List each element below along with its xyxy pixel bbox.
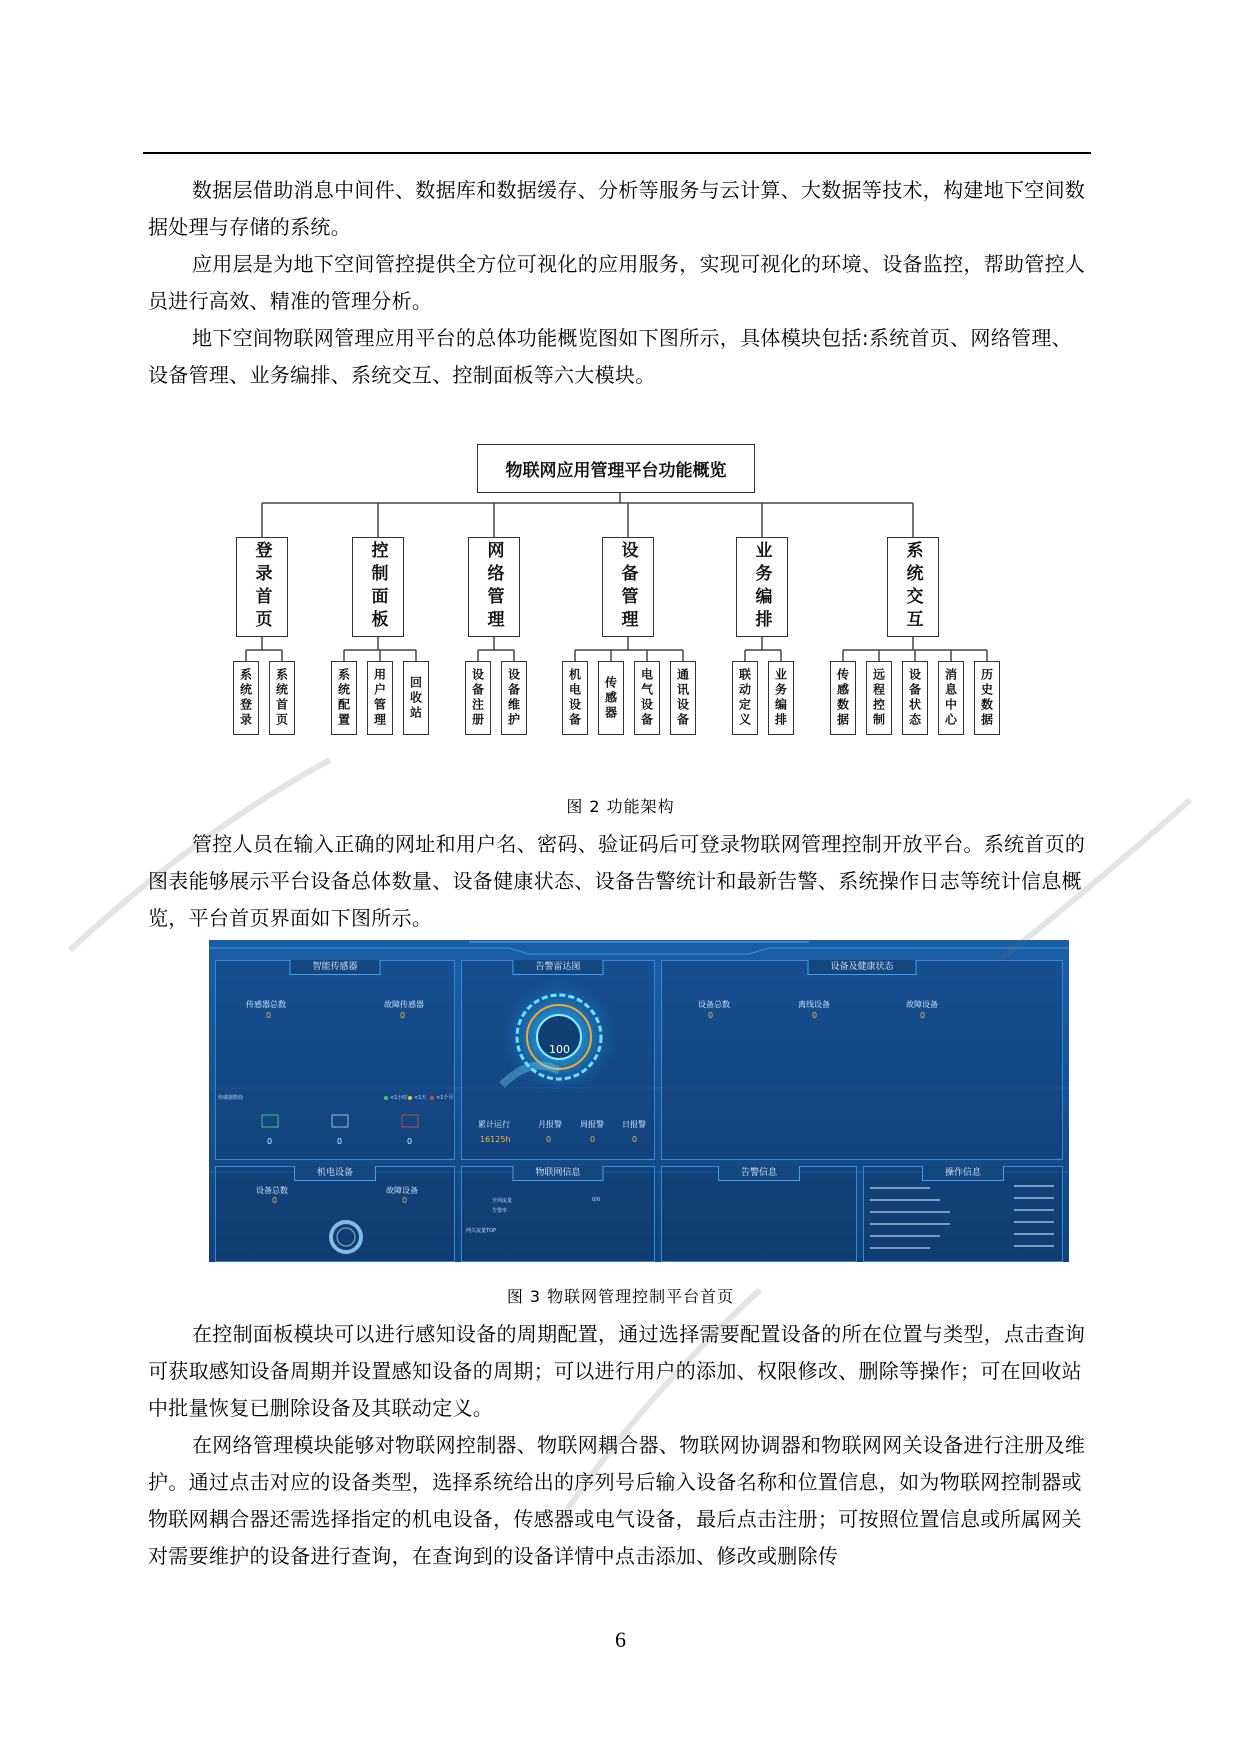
leaf-device-status: 设备状态 xyxy=(902,661,928,735)
figure-3-caption: 图 3 物联网管理控制平台首页 xyxy=(506,1287,735,1306)
module-system-interaction: 系统交互 xyxy=(887,537,939,637)
leaf-user-management: 用户管理 xyxy=(367,661,393,735)
function-architecture-diagram xyxy=(0,0,1241,760)
leaf-electrical: 电气设备 xyxy=(634,661,660,735)
diagram-connectors xyxy=(0,0,1241,760)
leaf-remote-control: 远程控制 xyxy=(866,661,892,735)
stat-day-label: 日报警 xyxy=(622,1120,646,1129)
paragraph-platform-overview: 地下空间物联网管理应用平台的总体功能概览图如下图所示，具体模块包括:系统首页、网络管理、设备管理、业务编排、系统交互、控制面板等六大模块。 xyxy=(148,326,1072,387)
mech-device-panel xyxy=(215,1166,455,1262)
stat-week-label: 周报警 xyxy=(580,1120,604,1129)
sensor-panel xyxy=(215,960,455,1160)
sensor-fault-label: 故障传感器 xyxy=(384,1000,424,1009)
leaf-sensor: 传感器 xyxy=(598,661,624,735)
sensor-total-label: 传感器总数 xyxy=(246,1000,286,1009)
device-total-value: 0 xyxy=(708,1011,714,1020)
stat-month-value: 0 xyxy=(546,1135,552,1144)
leaf-linkage-definition: 联动定义 xyxy=(732,661,758,735)
stat-runtime-label: 累计运行 xyxy=(478,1120,510,1129)
leaf-system-config: 系统配置 xyxy=(331,661,357,735)
sensor-panel-title: 智能传感器 xyxy=(289,960,380,975)
module-control-panel: 控制面板 xyxy=(352,537,404,637)
sensor-count-3: 0 xyxy=(407,1137,413,1146)
sensor-legend-1: <1小时 xyxy=(384,1094,407,1101)
leaf-system-home: 系统首页 xyxy=(269,661,295,735)
stat-runtime-value: 16125h xyxy=(480,1135,511,1144)
stat-day-value: 0 xyxy=(632,1135,638,1144)
leaf-recycle-bin: 回收站 xyxy=(403,661,429,735)
iot-info-panel xyxy=(461,1166,655,1262)
iot-panel-title: 物联网信息 xyxy=(512,1166,603,1181)
sensor-chart-label: 传感器数曲 xyxy=(218,1095,244,1101)
platform-dashboard-screenshot xyxy=(209,940,1069,1262)
mech-total-label: 设备总数 xyxy=(256,1186,288,1195)
operation-info-panel xyxy=(863,1166,1063,1262)
paragraph-data-layer: 数据层借助消息中间件、数据库和数据缓存、分析等服务与云计算、大数据等技术，构建地下空间数据处理与存储的系统。 xyxy=(148,178,1086,239)
alert-info-panel xyxy=(661,1166,857,1262)
gauge-value: 100 xyxy=(549,1043,570,1056)
device-total-label: 设备总数 xyxy=(698,1000,730,1009)
module-login-home: 登录首页 xyxy=(236,537,288,637)
leaf-sensing-data: 传感数据 xyxy=(830,661,856,735)
leaf-history-data: 历史数据 xyxy=(974,661,1000,735)
sensor-count-2: 0 xyxy=(337,1137,343,1146)
loading-ring-icon xyxy=(326,1217,366,1257)
leaf-electromechanical: 机电设备 xyxy=(562,661,588,735)
iot-alarm-rate-label: 告警率 xyxy=(492,1208,508,1214)
paragraph-control-panel: 在控制面板模块可以进行感知设备的周期配置，通过选择需要配置设备的所在位置与类型，点击查询可获取感知设备周期并设置感知设备的周期；可以进行用户的添加、权限修改、删除等操作；可在回收站中批量恢复已删除设备及其联动定义。 xyxy=(148,1322,1086,1420)
paragraph-login-description: 管控人员在输入正确的网址和用户名、密码、验证码后可登录物联网管理控制开放平台。系统首页的图表能够展示平台设备总体数量、设备健康状态、设备告警统计和最新告警、系统操作日志等统计信息概览，平台首页界面如下图所示。 xyxy=(148,832,1086,930)
leaf-communication: 通讯设备 xyxy=(670,661,696,735)
operation-log-lines xyxy=(864,1183,1064,1262)
device-health-panel xyxy=(661,960,1063,1160)
mech-fault-value: 0 xyxy=(402,1196,408,1205)
device-offline-value: 0 xyxy=(812,1011,818,1020)
module-business-orchestration: 业务编排 xyxy=(736,537,788,637)
sensor-legend-2: <1天 xyxy=(408,1094,426,1101)
sensor-level-icons xyxy=(216,1111,456,1171)
leaf-message-center: 消息中心 xyxy=(938,661,964,735)
iot-traffic-label: 全网流量 xyxy=(492,1198,513,1204)
page-number: 6 xyxy=(615,1627,626,1652)
device-fault-label: 故障设备 xyxy=(906,1000,938,1009)
alarm-radar-panel xyxy=(461,960,655,1160)
mech-panel-title: 机电设备 xyxy=(294,1166,376,1181)
alert-panel-title: 告警信息 xyxy=(718,1166,800,1181)
sensor-total-value: 0 xyxy=(266,1011,272,1020)
device-fault-value: 0 xyxy=(920,1011,926,1020)
device-offline-label: 离线设备 xyxy=(798,1000,830,1009)
leaf-device-maintain: 设备维护 xyxy=(501,661,527,735)
figure-2-caption: 图 2 功能架构 xyxy=(566,797,675,816)
leaf-device-register: 设备注册 xyxy=(465,661,491,735)
module-device-management: 设备管理 xyxy=(602,537,654,637)
iot-traffic-value: 0/0 xyxy=(592,1197,601,1203)
ops-panel-title: 操作信息 xyxy=(922,1166,1004,1181)
alarm-panel-title: 告警雷达图 xyxy=(512,960,603,975)
sensor-fault-value: 0 xyxy=(400,1011,406,1020)
diagram-root-node: 物联网应用管理平台功能概览 xyxy=(477,444,755,493)
leaf-system-login: 系统登录 xyxy=(233,661,259,735)
leaf-business-orchestration: 业务编排 xyxy=(768,661,794,735)
sensor-legend-3: <1个月 xyxy=(430,1094,453,1101)
gateway-top-label: 网关流量TOP xyxy=(466,1228,497,1234)
mech-fault-label: 故障设备 xyxy=(386,1186,418,1195)
paragraph-application-layer: 应用层是为地下空间管控提供全方位可视化的应用服务，实现可视化的环境、设备监控，帮助管控人员进行高效、精准的管理分析。 xyxy=(148,252,1086,313)
module-network-management: 网络管理 xyxy=(468,537,520,637)
mech-total-value: 0 xyxy=(272,1196,278,1205)
device-panel-title: 设备及健康状态 xyxy=(807,960,916,975)
sensor-count-1: 0 xyxy=(267,1137,273,1146)
paragraph-network-management: 在网络管理模块能够对物联网控制器、物联网耦合器、物联网协调器和物联网网关设备进行注册及维护。通过点击对应的设备类型，选择系统给出的序列号后输入设备名称和位置信息，如为物联网控制器或物联网耦合器还需选择指定的机电设备，传感器或电气设备，最后点击注册；可按照位置信息或所属网关对需要维护的设备进行查询，在查询到的设备详情中点击添加、修改或删除传 xyxy=(148,1433,1086,1568)
stat-week-value: 0 xyxy=(590,1135,596,1144)
stat-month-label: 月报警 xyxy=(538,1120,562,1129)
